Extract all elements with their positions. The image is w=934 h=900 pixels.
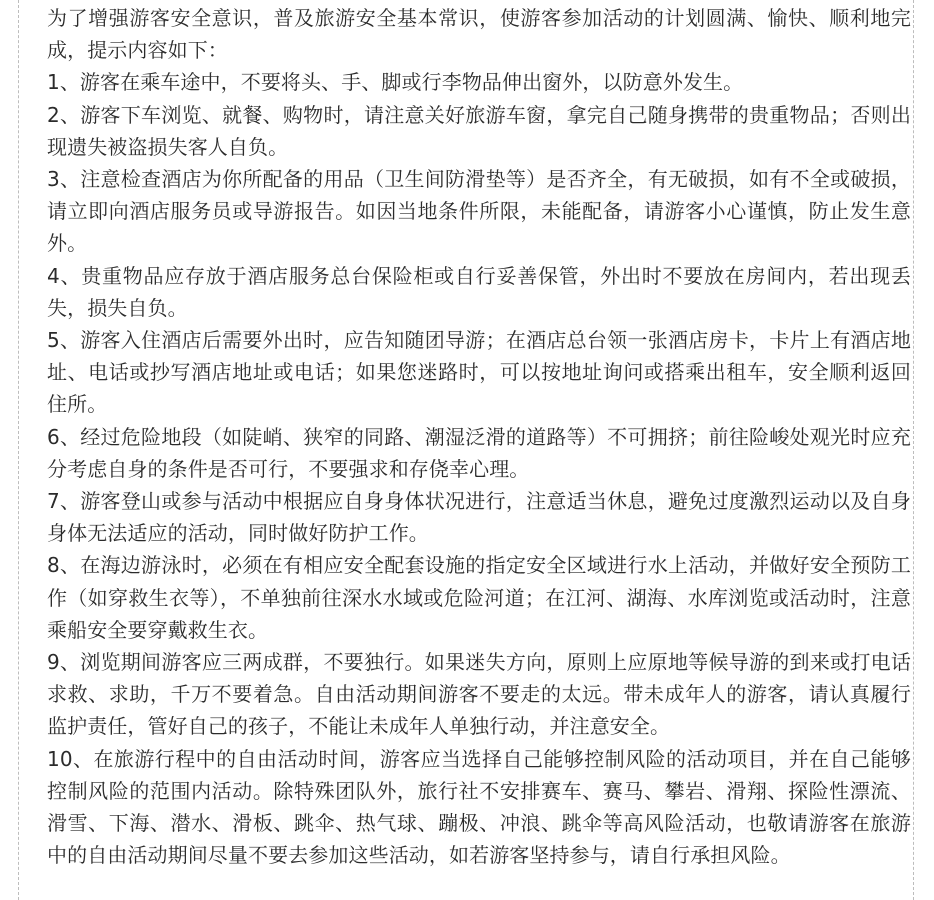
intro-paragraph: 为了增强游客安全意识，普及旅游安全基本常识，使游客参加活动的计划圆满、愉快、顺利地完成，提示内容如下： <box>47 6 911 63</box>
article-panel <box>18 0 914 900</box>
list-item-9: 9、浏览期间游客应三两成群，不要独行。如果迷失方向，原则上应原地等候导游的到来或打电话求救、求助，千万不要着急。自由活动期间游客不要走的太远。带未成年人的游客，请认真履行监护责任，管好自己的孩子，不能让未成年人单独行动，并注意安全。 <box>47 650 911 739</box>
list-item-5: 5、游客入住酒店后需要外出时，应告知随团导游；在酒店总台领一张酒店房卡，卡片上有酒店地址、电话或抄写酒店地址或电话；如果您迷路时，可以按地址询问或搭乘出租车，安全顺利返回住所。 <box>47 328 911 417</box>
list-item-7: 7、游客登山或参与活动中根据应自身身体状况进行，注意适当休息，避免过度激烈运动以及自身身体无法适应的活动，同时做好防护工作。 <box>47 489 911 546</box>
list-item-6: 6、经过危险地段（如陡峭、狭窄的同路、潮湿泛滑的道路等）不可拥挤；前往险峻处观光时应充分考虑自身的条件是否可行，不要强求和存侥幸心理。 <box>47 424 911 481</box>
list-item-8: 8、在海边游泳时，必须在有相应安全配套设施的指定安全区域进行水上活动，并做好安全预防工作（如穿救生衣等），不单独前往深水水域或危险河道；在江河、湖海、水库浏览或活动时，注意乘船安全要穿戴救生衣。 <box>47 553 911 642</box>
list-item-4: 4、贵重物品应存放于酒店服务总台保险柜或自行妥善保管，外出时不要放在房间内，若出现丢失，损失自负。 <box>47 263 911 320</box>
list-item-3: 3、注意检查酒店为你所配备的用品（卫生间防滑垫等）是否齐全，有无破损，如有不全或破损，请立即向酒店服务员或导游报告。如因当地条件所限，未能配备，请游客小心谨慎，防止发生意外。 <box>47 167 911 256</box>
list-item-1: 1、游客在乘车途中，不要将头、手、脚或行李物品伸出窗外，以防意外发生。 <box>47 70 744 95</box>
article-content <box>47 2 911 871</box>
list-item-10: 10、在旅游行程中的自由活动时间，游客应当选择自己能够控制风险的活动项目，并在自己能够控制风险的范围内活动。除特殊团队外，旅行社不安排赛车、赛马、攀岩、滑翔、探险性漂流、滑雪、下海、潜水、滑板、跳伞、热气球、蹦极、冲浪、跳伞等高风险活动，也敬请游客在旅游中的自由活动期间尽量不要去参加这些活动，如若游客坚持参与，请自行承担风险。 <box>47 746 911 868</box>
list-item-2: 2、游客下车浏览、就餐、购物时，请注意关好旅游车窗，拿完自己随身携带的贵重物品；否则出现遗失被盗损失客人自负。 <box>47 102 911 159</box>
